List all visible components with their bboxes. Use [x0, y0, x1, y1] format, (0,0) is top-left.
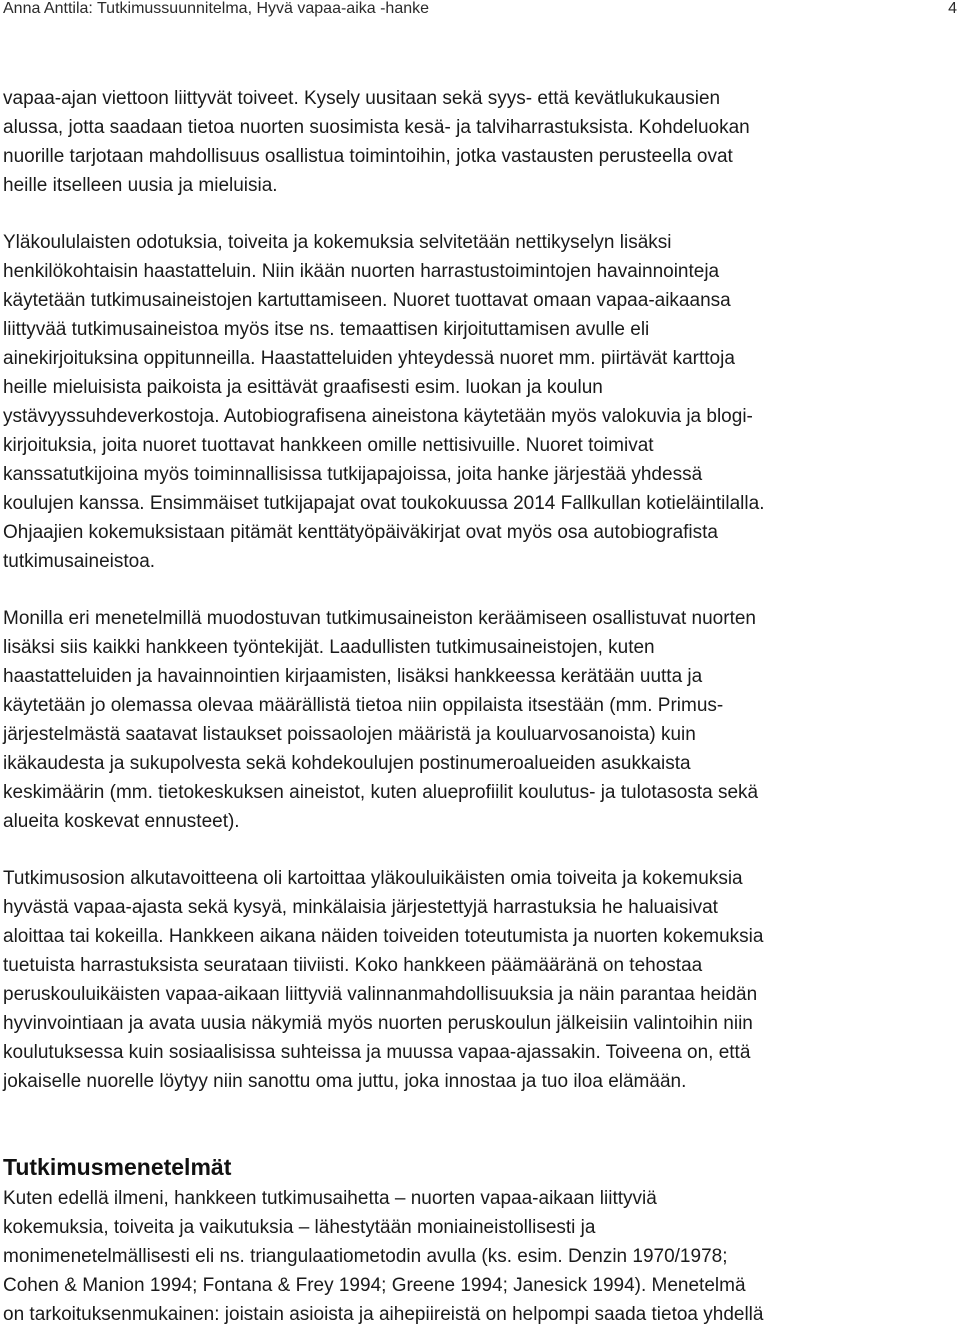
text-line: lisäksi siis kaikki hankkeen työntekijät. Laadullisten tutkimusaineistojen, kuten	[3, 637, 655, 658]
text-line: Monilla eri menetelmillä muodostuvan tutkimusaineiston keräämiseen osallistuvat nuorten	[3, 608, 756, 629]
page-number: 4	[948, 0, 957, 17]
paragraph-survey	[3, 84, 953, 200]
text-line: Ohjaajien kokemuksistaan pitämät kenttätyöpäiväkirjat ovat myös osa autobiografista	[3, 522, 718, 543]
text-line: hyvinvointiaan ja avata uusia näkymiä myös nuorten peruskoulun jälkeisiin valintoihin niin	[3, 1013, 753, 1034]
text-line: keskimäärin (mm. tietokeskuksen aineistot, kuten alueprofiilit koulutus- ja tulotasosta sekä	[3, 782, 759, 803]
text-line: käytetään jo olemassa olevaa määrällistä tietoa niin oppilaista itsestään (mm. Primus-	[3, 695, 724, 716]
text-line: järjestelmästä saatavat listaukset poissaolojen määristä ja kouluarvosanoista) kuin	[3, 724, 696, 745]
text-line: ystävyyssuhdeverkostoja. Autobiografisena aineistona käytetään myös valokuvia ja blogi-	[3, 406, 753, 427]
text-line: haastatteluiden ja havainnointien kirjaamisten, lisäksi hankkeessa kerätään uutta ja	[3, 666, 703, 687]
text-line: liittyvää tutkimusaineistoa myös itse ns. temaattisen kirjoituttamisen avulle eli	[3, 319, 650, 340]
text-line: vapaa-ajan viettoon liittyvät toiveet. Kysely uusitaan sekä syys- että kevätlukukausien	[3, 88, 721, 109]
text-line: Yläkoululaisten odotuksia, toiveita ja kokemuksia selvitetään nettikyselyn lisäksi	[3, 232, 672, 253]
document-body	[3, 84, 953, 1329]
paragraph-methods-data	[3, 604, 953, 836]
text-line: Cohen & Manion 1994; Fontana & Frey 1994; Greene 1994; Janesick 1994). Menetelmä	[3, 1275, 746, 1296]
paragraph-goals	[3, 864, 953, 1096]
section-heading: Tutkimusmenetelmät	[3, 1154, 232, 1180]
text-line: käytetään tutkimusaineistojen kartuttamiseen. Nuoret tuottavat omaan vapaa-aikaansa	[3, 290, 731, 311]
text-line: peruskouluikäisten vapaa-aikaan liittyviä valinnanmahdollisuuksia ja näin parantaa heidän	[3, 984, 758, 1005]
text-line: tutkimusaineistoa.	[3, 551, 156, 572]
paragraph-interviews	[3, 228, 953, 576]
text-line: heille mieluisista paikoista ja esittävät graafisesti esim. luokan ja koulun	[3, 377, 603, 398]
text-line: ainekirjoituksina oppitunneilla. Haastatteluiden yhteydessä nuoret mm. piirtävät karttoja	[3, 348, 735, 369]
text-line: on tarkoituksenmukainen: joistain asioista ja aihepiireistä on helpompi saada tietoa yhdellä	[3, 1304, 764, 1325]
text-line: alussa, jotta saadaan tietoa nuorten suosimista kesä- ja talviharrastuksista. Kohdeluokan	[3, 117, 750, 138]
text-line: alueita koskevat ennusteet).	[3, 811, 240, 832]
text-line: nuorille tarjotaan mahdollisuus osallistua toimintoihin, jotka vastausten perusteella ovat	[3, 146, 733, 167]
text-line: heille itselleen uusia ja mieluisia.	[3, 175, 278, 196]
text-line: ikäkaudesta ja sukupolvesta sekä kohdekoulujen postinumeroalueiden asukkaista	[3, 753, 691, 774]
text-line: Kuten edellä ilmeni, hankkeen tutkimusaihetta – nuorten vapaa-aikaan liittyviä	[3, 1188, 657, 1209]
text-line: henkilökohtaisin haastatteluin. Niin ikään nuorten harrastustoimintojen havainnointeja	[3, 261, 720, 282]
text-line: jokaiselle nuorelle löytyy niin sanottu oma juttu, joka innostaa ja tuo iloa elämään.	[3, 1071, 687, 1092]
running-header-title: Anna Anttila: Tutkimussuunnitelma, Hyvä vapaa-aika -hanke	[3, 0, 430, 17]
text-line: monimenetelmällisesti eli ns. triangulaatiometodin avulla (ks. esim. Denzin 1970/1978;	[3, 1246, 728, 1267]
paragraph-methods-intro	[3, 1184, 953, 1329]
text-line: tuetuista harrastuksista seurataan tiiviisti. Koko hankkeen päämääränä on tehostaa	[3, 955, 703, 976]
text-line: kokemuksia, toiveita ja vaikutuksia – lähestytään moniaineistollisesti ja	[3, 1217, 596, 1238]
text-line: koulutuksessa kuin sosiaalisissa suhteissa ja muussa vapaa-ajassakin. Toiveena on, että	[3, 1042, 751, 1063]
page-header	[0, 0, 960, 22]
text-line: kirjoituksia, joita nuoret tuottavat hankkeen omille nettisivuille. Nuoret toimivat	[3, 435, 654, 456]
text-line: aloittaa tai kokeilla. Hankkeen aikana näiden toiveiden toteutumista ja nuorten kokemuksia	[3, 926, 764, 947]
text-line: kanssatutkijoina myös toiminnallisissa tutkijapajoissa, joita hanke järjestää yhdessä	[3, 464, 703, 485]
text-line: hyvästä vapaa-ajasta sekä kysyä, minkälaisia järjestettyjä harrastuksia he haluaisivat	[3, 897, 718, 918]
text-line: Tutkimusosion alkutavoitteena oli kartoittaa yläkouluikäisten omia toiveita ja kokemuksia	[3, 868, 743, 889]
text-line: koulujen kanssa. Ensimmäiset tutkijapajat ovat toukokuussa 2014 Fallkullan kotieläintilalla.	[3, 493, 765, 514]
